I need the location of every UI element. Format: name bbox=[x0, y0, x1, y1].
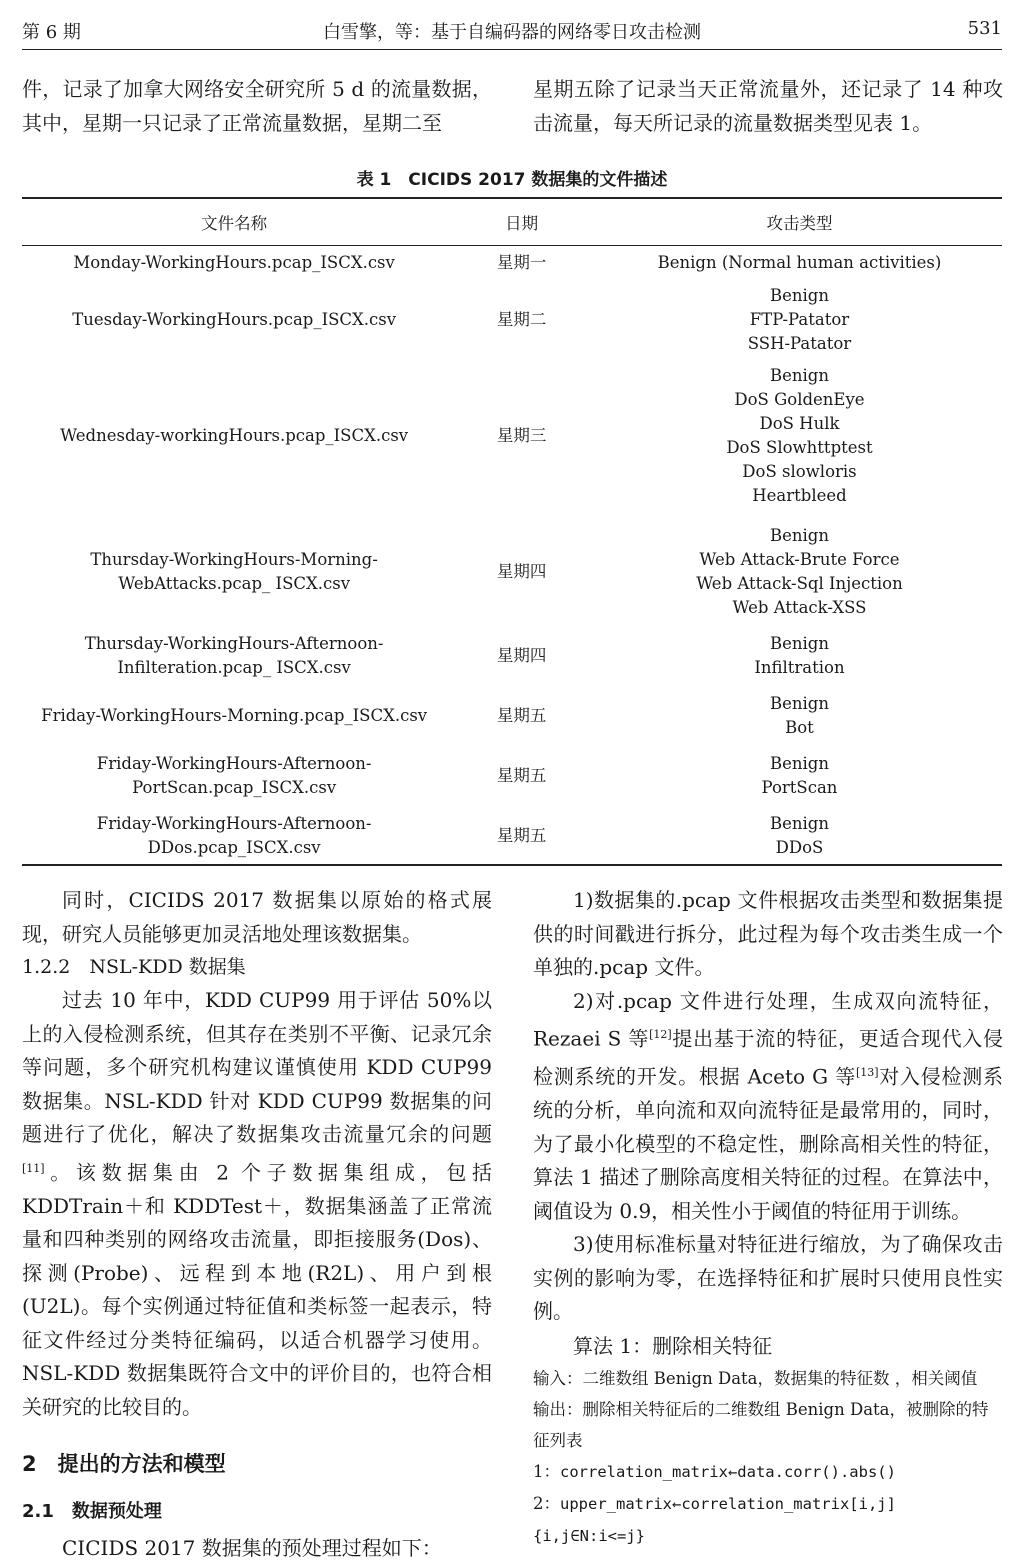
text-span: 。该数据集由 2 个子数据集组成，包括 KDDTrain＋和 KDDTest＋，数据集涵盖了正常流量和四种类别的网络攻击流量，即拒接服务(Dos)、探测(Probe)、远程到本地(R2L)、用户到根(U2L)。每个实例通过特征值和类标签一起表示，特征文件经过分类特征编码，以适合机器学习使用。NSL-KDD 数据集既符合文中的评价目的，也符合相关研究的比较目的。 bbox=[22, 1160, 492, 1419]
left-column bbox=[22, 884, 492, 1566]
running-header bbox=[22, 18, 1002, 44]
citation-13: [13] bbox=[855, 1066, 879, 1080]
table-row bbox=[22, 686, 1002, 746]
attack-types-cell: Benign PortScan bbox=[761, 754, 838, 797]
file-name-cell: Friday-WorkingHours-Afternoon- DDos.pcap_ISCX.csv bbox=[96, 814, 372, 857]
algorithm-line-1 bbox=[533, 1456, 1003, 1488]
file-name-cell: Thursday-WorkingHours-Afternoon- Infilteration.pcap_ ISCX.csv bbox=[84, 634, 384, 677]
section-heading-2: 2 提出的方法和模型 bbox=[22, 1452, 226, 1477]
text-span: 对入侵检测系统的分析，单向流和双向流特征是最常用的，同时，为了最小化模型的不稳定性，删除高相关性的特征，算法 1 描述了删除高度相关特征的过程。在算法中，阈值设为 0.9，相关性小于阈值的特征用于训练。 bbox=[533, 1064, 1004, 1223]
day-cell: 星期五 bbox=[496, 826, 547, 845]
citation-11: [11] bbox=[22, 1161, 45, 1175]
dataset-table bbox=[22, 197, 1002, 866]
line-number: 1： bbox=[533, 1461, 560, 1481]
day-cell: 星期三 bbox=[496, 426, 547, 445]
text-span: 提出基于流的特征，更适合现代入侵检测系统的开发。根据 Aceto G 等 bbox=[533, 1026, 1003, 1089]
subsection-heading-nsl-kdd: 1.2.2 NSL-KDD 数据集 bbox=[22, 956, 246, 978]
issue-number: 第 6 期 bbox=[22, 22, 81, 43]
header-file: 文件名称 bbox=[22, 198, 446, 246]
page-number: 531 bbox=[967, 18, 1002, 39]
step-1: 1)数据集的.pcap 文件根据攻击类型和数据集提供的时间戳进行拆分，此过程为每个攻击类生成一个单独的.pcap 文件。 bbox=[533, 888, 1003, 979]
table-row bbox=[22, 360, 1002, 512]
intro-right bbox=[533, 73, 1003, 140]
line-number: 2： bbox=[533, 1493, 560, 1513]
step-3: 3)使用标准标量对特征进行缩放，为了确保攻击实例的影响为零，在选择特征和扩展时只使用良性实例。 bbox=[533, 1232, 1003, 1324]
table-row bbox=[22, 246, 1002, 281]
day-cell: 星期四 bbox=[496, 562, 547, 581]
attack-types-cell: Benign DDoS bbox=[769, 814, 829, 857]
day-cell: 星期一 bbox=[496, 253, 547, 272]
table-row bbox=[22, 746, 1002, 806]
intro-left-text: 件，记录了加拿大网络安全研究所 5 d 的流量数据，其中，星期一只记录了正常流量数据，星期二至 bbox=[22, 77, 492, 135]
algorithm-input: 输入：二维数组 Benign Data，数据集的特征数 ，相关阈值 bbox=[533, 1368, 978, 1388]
file-name-cell: Monday-WorkingHours.pcap_ISCX.csv bbox=[73, 253, 395, 272]
citation-12: [12] bbox=[649, 1028, 672, 1041]
attack-types-cell: Benign Bot bbox=[769, 694, 829, 737]
step-2 bbox=[533, 985, 1003, 1229]
attack-types-cell: Benign Web Attack-Brute Force Web Attack-Sql Injection Web Attack-XSS bbox=[696, 526, 903, 617]
table-header-row bbox=[22, 198, 1002, 246]
header-attacks: 攻击类型 bbox=[597, 198, 1002, 246]
day-cell: 星期四 bbox=[496, 646, 547, 665]
section-heading-2-1: 2.1 数据预处理 bbox=[22, 1501, 162, 1523]
algorithm-line-2 bbox=[533, 1488, 1003, 1552]
file-name-cell: Tuesday-WorkingHours.pcap_ISCX.csv bbox=[72, 310, 397, 329]
table-caption: 表 1 CICIDS 2017 数据集的文件描述 bbox=[356, 170, 668, 190]
right-column bbox=[533, 884, 1003, 1552]
attack-types-cell: Benign FTP-Patator SSH-Patator bbox=[747, 286, 852, 353]
header-day: 日期 bbox=[446, 198, 597, 246]
intro-right-text: 星期五除了记录当天正常流量外，还记录了 14 种攻击流量，每天所记录的流量数据类型见表 1。 bbox=[533, 77, 1003, 135]
day-cell: 星期二 bbox=[496, 310, 547, 329]
file-name-cell: Friday-WorkingHours-Morning.pcap_ISCX.csv bbox=[41, 706, 428, 725]
file-name-cell: Thursday-WorkingHours-Morning- WebAttacks.pcap_ ISCX.csv bbox=[90, 550, 378, 593]
file-name-cell: Friday-WorkingHours-Afternoon- PortScan.pcap_ISCX.csv bbox=[96, 754, 372, 797]
text-span: 2)对.pcap 文件进行处理，生成双向流特征，Rezaei S 等 bbox=[533, 988, 1003, 1051]
code-text: correlation_matrix←data.corr().abs() bbox=[560, 1462, 896, 1481]
paragraph-cicids: 同时，CICIDS 2017 数据集以原始的格式展现，研究人员能够更加灵活地处理该数据集。 bbox=[22, 888, 492, 946]
table-row bbox=[22, 512, 1002, 626]
table-row bbox=[22, 280, 1002, 360]
header-rule bbox=[22, 49, 1002, 50]
file-name-cell: Wednesday-workingHours.pcap_ISCX.csv bbox=[60, 426, 409, 445]
attack-types-cell: Benign Infiltration bbox=[754, 634, 845, 677]
running-title: 白雪擎，等：基于自编码器的网络零日攻击检测 bbox=[323, 22, 701, 43]
intro-left bbox=[22, 73, 492, 140]
code-text: upper_matrix←correlation_matrix[i,j]{i,j∈N:i<=j} bbox=[533, 1494, 896, 1545]
day-cell: 星期五 bbox=[496, 766, 547, 785]
algorithm-title: 算法 1：删除相关特征 bbox=[573, 1333, 773, 1358]
paragraph-nsl-kdd bbox=[22, 984, 492, 1424]
paragraph-preprocess-intro: CICIDS 2017 数据集的预处理过程如下： bbox=[62, 1536, 442, 1561]
table-row bbox=[22, 626, 1002, 686]
day-cell: 星期五 bbox=[496, 706, 547, 725]
algorithm-output: 输出：删除相关特征后的二维数组 Benign Data，被删除的特征列表 bbox=[533, 1399, 989, 1450]
text-span: 过去 10 年中，KDD CUP99 用于评估 50%以上的入侵检测系统，但其存在类别不平衡、记录冗余等问题，多个研究机构建议谨慎使用 KDD CUP99 数据集。NSL-KDD 针对 KDD CUP99 数据集的问题进行了优化，解决了数据集攻击流量冗余的问题 bbox=[22, 988, 492, 1146]
attack-types-cell: Benign (Normal human activities) bbox=[657, 253, 942, 272]
attack-types-cell: Benign DoS GoldenEye DoS Hulk DoS Slowhttptest DoS slowloris Heartbleed bbox=[726, 366, 873, 505]
table-row bbox=[22, 806, 1002, 865]
